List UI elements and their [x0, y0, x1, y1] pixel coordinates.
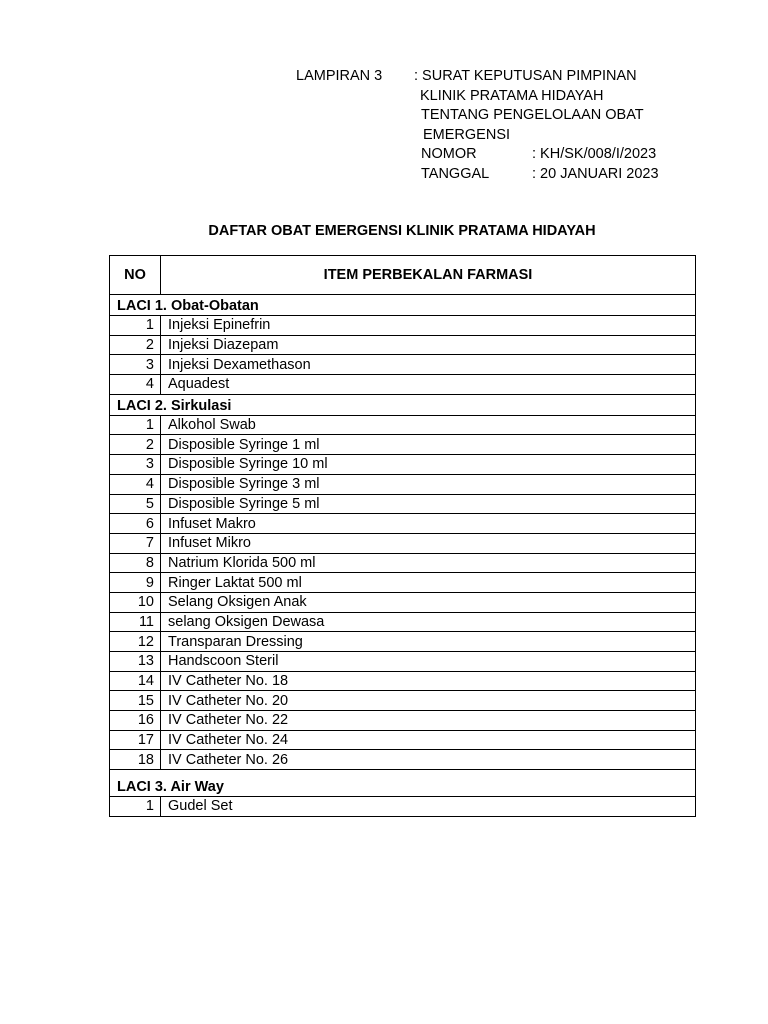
table-row: [110, 573, 696, 593]
section-row: [110, 295, 696, 316]
item-name: Selang Oksigen Anak: [161, 592, 696, 612]
item-name: Alkohol Swab: [161, 415, 696, 435]
column-header-item: ITEM PERBEKALAN FARMASI: [161, 256, 696, 295]
item-number: 13: [110, 652, 161, 672]
table-body: [110, 295, 696, 817]
header-line-4: EMERGENSI: [423, 127, 511, 143]
table-row: [110, 612, 696, 632]
item-name: Disposible Syringe 1 ml: [161, 435, 696, 455]
item-number: 9: [110, 573, 161, 593]
table-row: [110, 553, 696, 573]
item-number: 8: [110, 553, 161, 573]
item-number: 16: [110, 711, 161, 731]
item-name: Natrium Klorida 500 ml: [161, 553, 696, 573]
item-name: Disposible Syringe 3 ml: [161, 474, 696, 494]
section-label: LACI 2. Sirkulasi: [110, 394, 696, 415]
table-row: [110, 355, 696, 375]
item-name: Injeksi Dexamethason: [161, 355, 696, 375]
table-row: [110, 592, 696, 612]
table-row: [110, 797, 696, 817]
item-name: selang Oksigen Dewasa: [161, 612, 696, 632]
item-number: 6: [110, 514, 161, 534]
item-name: IV Catheter No. 26: [161, 750, 696, 770]
document-title: DAFTAR OBAT EMERGENSI KLINIK PRATAMA HIDAYAH: [208, 223, 596, 239]
table-row: [110, 375, 696, 395]
item-number: 3: [110, 455, 161, 475]
item-number: 12: [110, 632, 161, 652]
table-row: [110, 711, 696, 731]
table-row: [110, 730, 696, 750]
item-number: 14: [110, 671, 161, 691]
table-row: [110, 671, 696, 691]
item-name: IV Catheter No. 18: [161, 671, 696, 691]
item-name: IV Catheter No. 22: [161, 711, 696, 731]
item-number: 4: [110, 474, 161, 494]
item-number: 1: [110, 415, 161, 435]
item-number: 1: [110, 316, 161, 336]
table-row: [110, 415, 696, 435]
item-number: 17: [110, 730, 161, 750]
item-name: Infuset Makro: [161, 514, 696, 534]
item-number: 10: [110, 592, 161, 612]
table-row: [110, 514, 696, 534]
header-line-3: TENTANG PENGELOLAAN OBAT: [421, 107, 644, 123]
table-row: [110, 435, 696, 455]
item-name: IV Catheter No. 24: [161, 730, 696, 750]
table-row: [110, 652, 696, 672]
column-header-no: NO: [110, 256, 161, 295]
lampiran-value: : SURAT KEPUTUSAN PIMPINAN: [414, 68, 637, 84]
table-row: [110, 750, 696, 770]
item-name: Aquadest: [161, 375, 696, 395]
item-number: 4: [110, 375, 161, 395]
table-row: [110, 455, 696, 475]
tanggal-value: : 20 JANUARI 2023: [532, 166, 659, 182]
table-row: [110, 533, 696, 553]
section-label: LACI 1. Obat-Obatan: [110, 295, 696, 316]
table-row: [110, 474, 696, 494]
item-number: 7: [110, 533, 161, 553]
item-number: 3: [110, 355, 161, 375]
table-row: [110, 494, 696, 514]
item-name: Handscoon Steril: [161, 652, 696, 672]
section-row: [110, 770, 696, 797]
nomor-label: NOMOR: [421, 146, 477, 162]
header-line-2: KLINIK PRATAMA HIDAYAH: [420, 88, 604, 104]
item-number: 2: [110, 435, 161, 455]
item-name: Transparan Dressing: [161, 632, 696, 652]
item-number: 5: [110, 494, 161, 514]
table-row: [110, 335, 696, 355]
item-name: Infuset Mikro: [161, 533, 696, 553]
nomor-value: : KH/SK/008/I/2023: [532, 146, 657, 162]
item-name: Disposible Syringe 5 ml: [161, 494, 696, 514]
item-name: Injeksi Epinefrin: [161, 316, 696, 336]
items-table: [109, 255, 696, 817]
section-label: LACI 3. Air Way: [110, 770, 696, 797]
item-number: 1: [110, 797, 161, 817]
table-row: [110, 632, 696, 652]
section-row: [110, 394, 696, 415]
item-name: Ringer Laktat 500 ml: [161, 573, 696, 593]
item-number: 15: [110, 691, 161, 711]
tanggal-label: TANGGAL: [421, 166, 490, 182]
lampiran-label: LAMPIRAN 3: [296, 68, 383, 84]
item-number: 18: [110, 750, 161, 770]
item-number: 2: [110, 335, 161, 355]
item-name: Gudel Set: [161, 797, 696, 817]
table-row: [110, 691, 696, 711]
table-header-row: [110, 256, 696, 295]
item-name: Injeksi Diazepam: [161, 335, 696, 355]
item-name: Disposible Syringe 10 ml: [161, 455, 696, 475]
table-row: [110, 316, 696, 336]
item-number: 11: [110, 612, 161, 632]
item-name: IV Catheter No. 20: [161, 691, 696, 711]
